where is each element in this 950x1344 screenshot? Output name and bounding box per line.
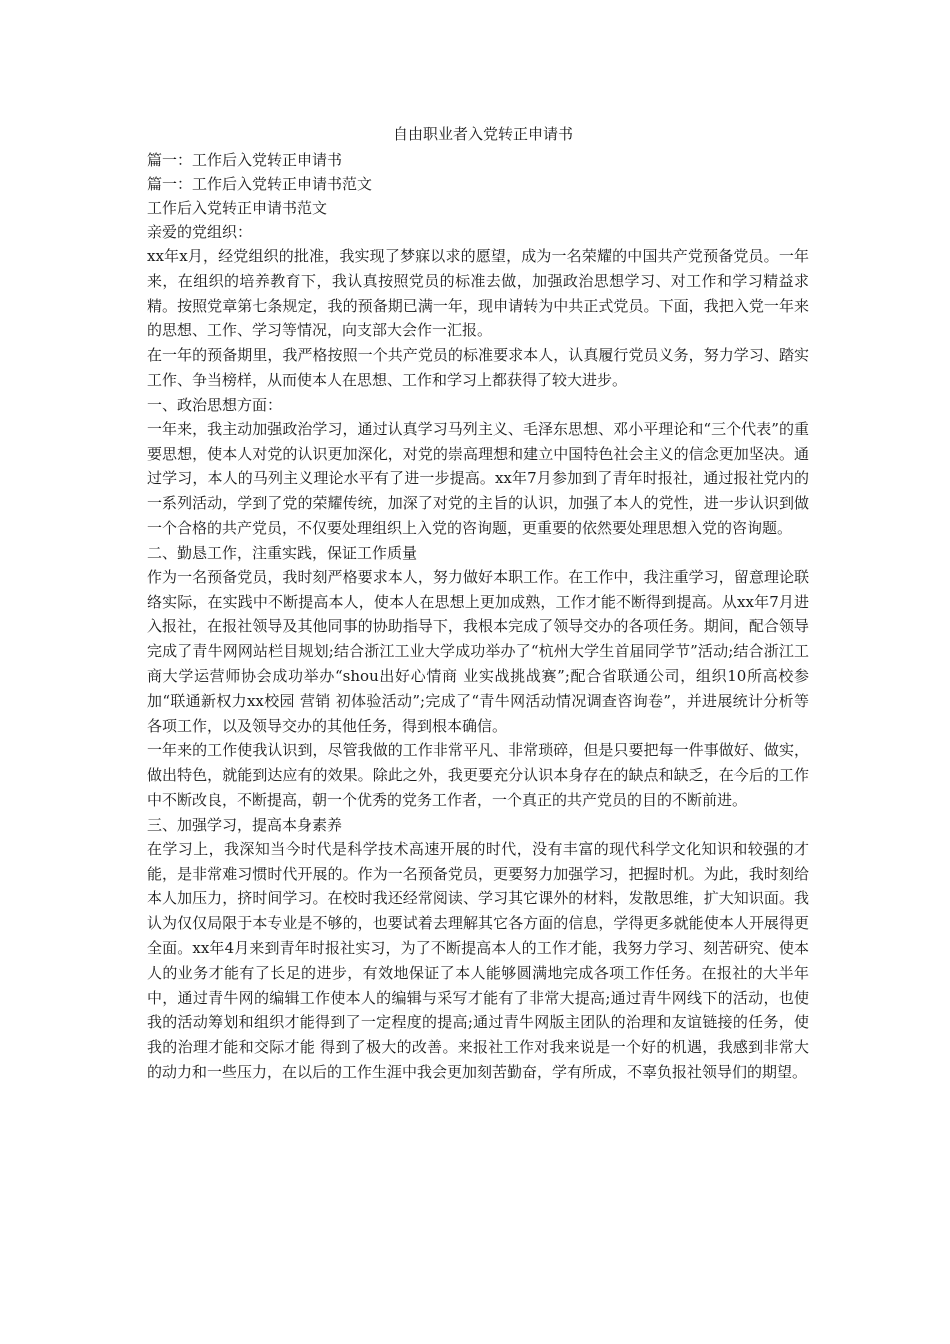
document-page <box>147 122 809 1085</box>
salutation: 亲爱的党组织： <box>147 223 253 241</box>
heading-part-one-sample: 篇一：工作后入党转正申请书范文 <box>147 175 373 193</box>
heading-part-one: 篇一：工作后入党转正申请书 <box>147 151 343 169</box>
document-body <box>147 148 809 1085</box>
document-title: 自由职业者入党转正申请书 <box>392 125 573 143</box>
paragraph-politics: 一年来，我主动加强政治学习，通过认真学习马列主义、毛泽东思想、邓小平理论和“三个代表”的重要思想，使本人对党的认识更加深化，对党的崇高理想和建立中国特色社会主义的信念更加坚决。通过学习，本人的马列主义理论水平有了进一步提高。xx年7月参加到了青年时报社，通过报社党内的一系列活动，学到了党的荣耀传统，加深了对党的主旨的认识，加强了本人的党性，进一步认识到做一个合格的共产党员，不仅要处理组织上入党的咨询题，更重要的依然要处理思想入党的咨询题。 <box>147 419 809 537</box>
paragraph-work: 作为一名预备党员，我时刻严格要求本人，努力做好本职工作。在工作中，我注重学习，留意理论联络实际，在实践中不断提高本人，使本人在思想上更加成熟，工作才能不断得到提高。从xx年7月进入报社，在报社领导及其他同事的协助指导下，我根本完成了领导交办的各项任务。期间，配合领导完成了青牛网网站栏目规划;结合浙江工业大学成功举办了“杭州大学生首届同学节”活动;结合浙江工商大学运营师协会成功举办“shou出好心情商 业实战挑战赛”;配合省联通公司，组织10所高校参加“联通新权力xx校园 营销 初体验活动”;完成了“青牛网活动情况调查咨询卷”，并进展统计分析等各项工作，以及领导交办的其他任务，得到根本确信。 <box>147 567 809 735</box>
paragraph-study: 在学习上，我深知当今时代是科学技术高速开展的时代，没有丰富的现代科学文化知识和较强的才能，是非常难习惯时代开展的。作为一名预备党员，更要努力加强学习，把握时机。为此，我时刻给本人加压力，挤时间学习。在校时我还经常阅读、学习其它课外的材料，发散思维，扩大知识面。我认为仅仅局限于本专业是不够的，也要试着去理解其它各方面的信息，学得更多就能使本人开展得更全面。xx年4月来到青年时报社实习，为了不断提高本人的工作才能，我努力学习、刻苦研究、使本人的业务才能有了长足的进步，有效地保证了本人能够圆满地完成各项工作任务。在报社的大半年中，通过青牛网的编辑工作使本人的编辑与采写才能有了非常大提高;通过青牛网线下的活动，也使我的活动筹划和组织才能得到了一定程度的提高;通过青牛网版主团队的治理和友谊链接的任务，使我的治理才能和交际才能 得到了极大的改善。来报社工作对我来说是一个好的机遇，我感到非常大的动力和一些压力，在以后的工作生涯中我会更加刻苦勤奋，学有所成，不辜负报社领导们的期望。 <box>147 839 809 1081</box>
section-heading-politics: 一、政治思想方面： <box>147 395 283 414</box>
heading-sample: 工作后入党转正申请书范文 <box>147 199 328 217</box>
section-heading-work: 二、勤恳工作，注重实践，保证工作质量 <box>147 543 418 562</box>
section-heading-study: 三、加强学习，提高本身素养 <box>147 815 343 834</box>
paragraph-intro: xx年x月，经党组织的批准，我实现了梦寐以求的愿望，成为一名荣耀的中国共产党预备党员。一年来，在组织的培养教育下，我认真按照党员的标准去做，加强政治思想学习、对工作和学习精益求精。按照党章第七条规定，我的预备期已满一年，现申请转为中共正式党员。下面，我把入党一年来的思想、工作、学习等情况，向支部大会作一汇报。 <box>147 247 809 340</box>
paragraph-probation: 在一年的预备期里，我严格按照一个共产党员的标准要求本人，认真履行党员义务，努力学习、踏实工作、争当榜样，从而使本人在思想、工作和学习上都获得了较大进步。 <box>147 346 809 389</box>
paragraph-reflection: 一年来的工作使我认识到，尽管我做的工作非常平凡、非常琐碎，但是只要把每一件事做好、做实，做出特色，就能到达应有的效果。除此之外，我更要充分认识本身存在的缺点和缺乏，在今后的工作中不断改良，不断提高，朝一个优秀的党务工作者，一个真正的共产党员的目的不断前进。 <box>147 741 809 809</box>
